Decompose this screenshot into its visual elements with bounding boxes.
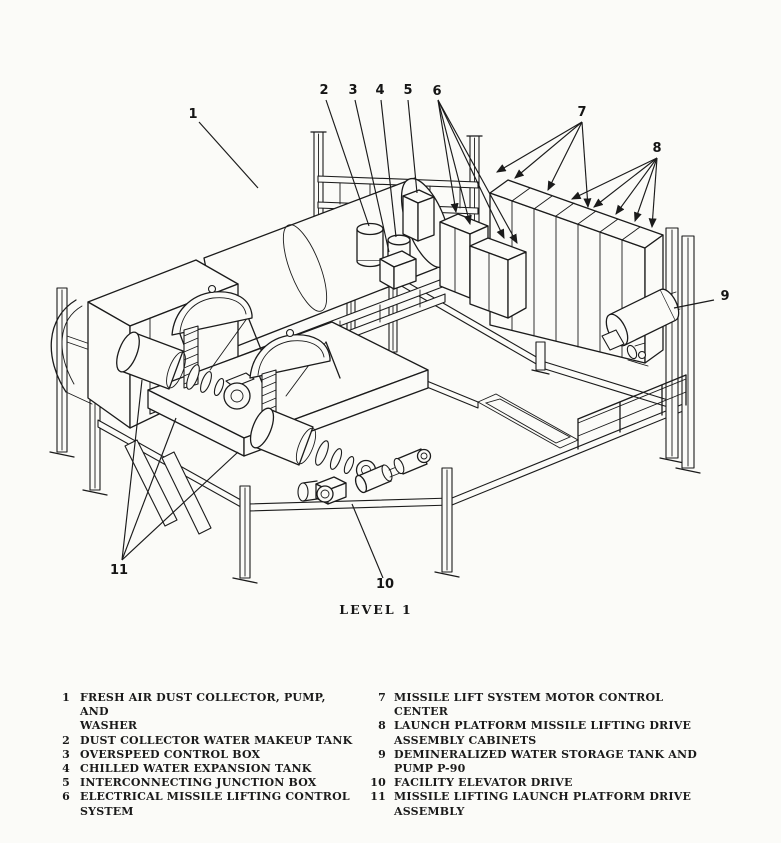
callout-11: 11 — [109, 563, 129, 578]
legend-item-number: 2 — [62, 733, 70, 747]
legend-item-text — [80, 734, 358, 748]
legend-item-number: 7 — [378, 691, 386, 704]
legend-line: ASSEMBLY CABINETS — [394, 733, 537, 747]
legend-line: ELECTRICAL MISSILE LIFTING CONTROL — [80, 790, 350, 804]
callout-9: 9 — [720, 289, 730, 304]
figure-caption: LEVEL 1 — [339, 602, 413, 617]
callout-5: 5 — [403, 83, 413, 98]
legend-item-7 — [362, 691, 710, 719]
legend-line: LAUNCH PLATFORM MISSILE LIFTING DRIVE — [394, 719, 692, 733]
legend-item-number: 8 — [378, 719, 386, 733]
legend-line: DEMINERALIZED WATER STORAGE TANK AND — [394, 747, 698, 761]
legend-item-text — [394, 790, 710, 818]
legend-item-text — [80, 748, 358, 762]
legend-item-text — [394, 748, 710, 776]
legend-item-9 — [362, 748, 710, 776]
legend-item-3 — [50, 748, 358, 762]
interconnecting-junction-box — [403, 190, 434, 241]
right-columns — [660, 228, 700, 473]
legend-line: INTERCONNECTING JUNCTION BOX — [80, 776, 317, 790]
dust-collector-water-makeup-tank — [357, 224, 383, 267]
bottom-left-braces — [125, 440, 211, 534]
callout-10: 10 — [375, 577, 395, 592]
legend-item-11 — [362, 790, 710, 818]
legend-item-number: 1 — [62, 691, 70, 704]
legend-item-text — [80, 691, 358, 734]
legend-line: ASSEMBLY — [394, 804, 465, 818]
overspeed-control-box — [380, 251, 416, 289]
callout-2: 2 — [319, 83, 329, 98]
legend-line: OVERSPEED CONTROL BOX — [80, 747, 261, 761]
legend-line: DUST COLLECTOR WATER MAKEUP TANK — [80, 733, 353, 747]
legend-item-2 — [50, 734, 358, 748]
legend-line: FACILITY ELEVATOR DRIVE — [394, 776, 573, 790]
legend-item-8 — [362, 719, 710, 747]
callout-6: 6 — [432, 84, 442, 99]
callout-3: 3 — [348, 83, 358, 98]
legend-line: PUMP P-90 — [394, 762, 466, 776]
legend-item-number: 11 — [370, 790, 386, 804]
legend-line: SYSTEM — [80, 804, 134, 818]
legend-item-text — [80, 762, 358, 776]
legend-item-text — [394, 719, 710, 747]
legend-item-10 — [362, 776, 710, 790]
legend-item-number: 3 — [62, 747, 70, 761]
legend-line: WASHER — [80, 719, 138, 733]
callout-1: 1 — [188, 107, 198, 122]
callout-8: 8 — [652, 141, 662, 156]
callout-4: 4 — [375, 83, 385, 98]
legend-line: FRESH AIR DUST COLLECTOR, PUMP, AND — [80, 691, 326, 719]
legend-item-number: 9 — [378, 747, 386, 761]
legend-item-text — [80, 790, 358, 818]
legend-item-6 — [50, 790, 358, 818]
legend-line: MISSILE LIFT SYSTEM MOTOR CONTROL CENTER — [394, 691, 664, 719]
legend-item-number: 10 — [370, 776, 386, 790]
legend-item-text — [394, 776, 710, 790]
legend-right-column — [362, 691, 710, 819]
legend-item-text — [80, 776, 358, 790]
callout-7: 7 — [577, 105, 587, 120]
front-right-column — [435, 468, 459, 577]
legend-item-number: 4 — [62, 762, 70, 776]
legend-left-column — [50, 691, 358, 819]
legend-line: MISSILE LIFTING LAUNCH PLATFORM DRIVE — [394, 790, 692, 804]
legend-item-number: 5 — [62, 776, 70, 790]
legend-line: CHILLED WATER EXPANSION TANK — [80, 762, 312, 776]
legend-item-text — [394, 691, 710, 719]
legend-item-1 — [50, 691, 358, 734]
legend-item-number: 6 — [62, 790, 70, 804]
legend-item-5 — [50, 776, 358, 790]
legend-item-4 — [50, 762, 358, 776]
